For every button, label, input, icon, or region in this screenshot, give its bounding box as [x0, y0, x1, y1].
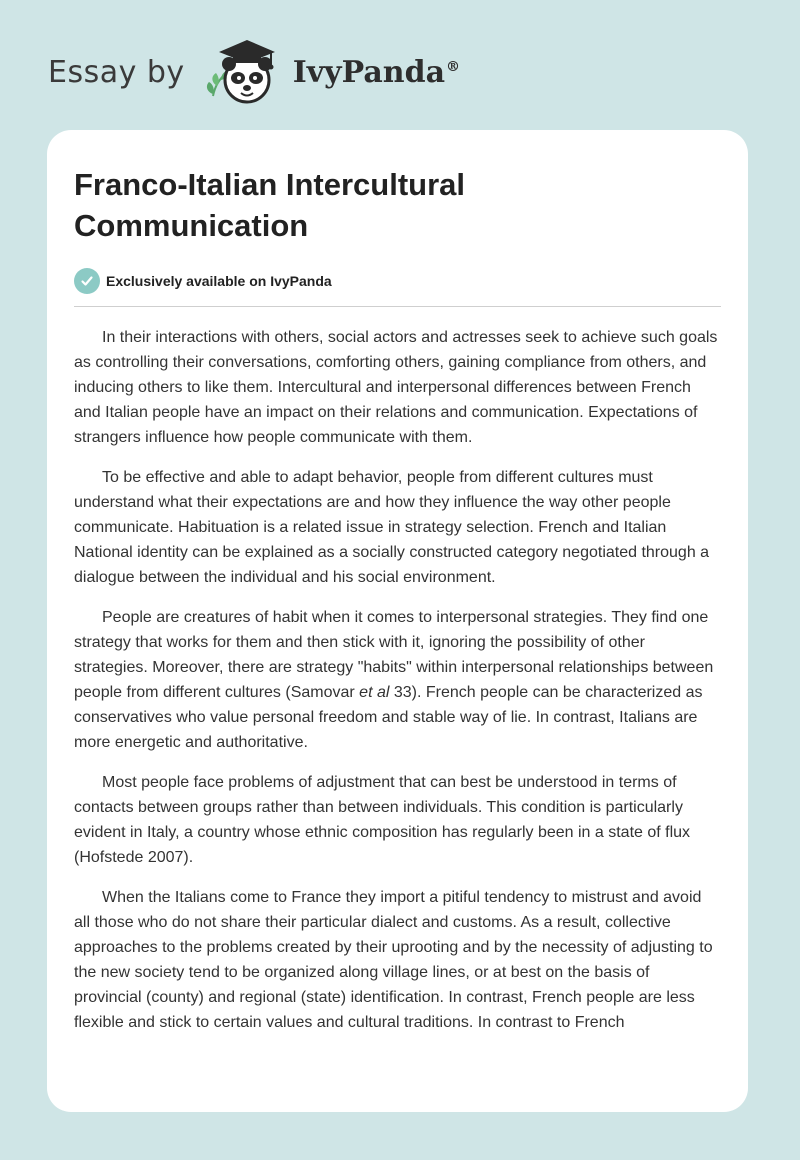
- paragraph: Most people face problems of adjustment that can best be understood in terms of contacts between groups rather than between individuals. This condition is particularly evident in Italy, a country whose ethnic composition has regularly been in a state of flux (Hofstede 2007).: [74, 774, 691, 866]
- exclusive-badge-label: Exclusively available on IvyPanda: [106, 273, 332, 289]
- essay-body: [74, 325, 721, 1035]
- brand-name[interactable]: IvyPanda®: [292, 54, 461, 90]
- check-circle-icon: [74, 268, 100, 294]
- site-header: [48, 36, 460, 108]
- page-title: Franco-Italian Intercultural Communication: [74, 167, 466, 243]
- panda-graduate-icon: [199, 36, 289, 108]
- essay-by-label: Essay by: [48, 54, 185, 90]
- paragraph: In their interactions with others, social actors and actresses seek to achieve such goals as controlling their conversations, comforting others, gaining compliance from others, and inducing others to like them. Intercultural and interpersonal differences between French and Italian people have an impact on their relations and communication. Expectations of strangers influence how people communicate with them.: [74, 329, 718, 446]
- essay-card: [47, 130, 748, 1112]
- citation-et-al: et al: [359, 684, 390, 701]
- paragraph: To be effective and able to adapt behavior, people from different cultures must understand what their expectations are and how they influence the way other people communicate. Habituation is a related issue in strategy selection. French and Italian National identity can be explained as a socially constructed category negotiated through a dialogue between the individual and his social environment.: [74, 469, 710, 586]
- registered-mark: ®: [446, 58, 461, 75]
- paragraph: People are creatures of habit when it comes to interpersonal strategies. They find one strategy that works for them and then stick with it, ignoring the possibility of other strategies. Moreover, there are strategy "habits" within interpersonal relationships between people from different cultures (Samovar et al 33). French people can be characterized as conservatives who value personal freedom and stable way of lie. In contrast, Italians are more energetic and authoritative.: [74, 609, 714, 751]
- paragraph: When the Italians come to France they import a pitiful tendency to mistrust and avoid all those who do not share their particular dialect and customs. As a result, collective approaches to the problems created by their uprooting and by the necessity of adjusting to the new society tend to be organized along village lines, or at best on the basis of provincial (county) and regional (state) identification. In contrast, French people are less flexible and stick to certain values and cultural traditions. In contrast to French: [74, 889, 713, 1031]
- exclusive-badge: [74, 268, 721, 307]
